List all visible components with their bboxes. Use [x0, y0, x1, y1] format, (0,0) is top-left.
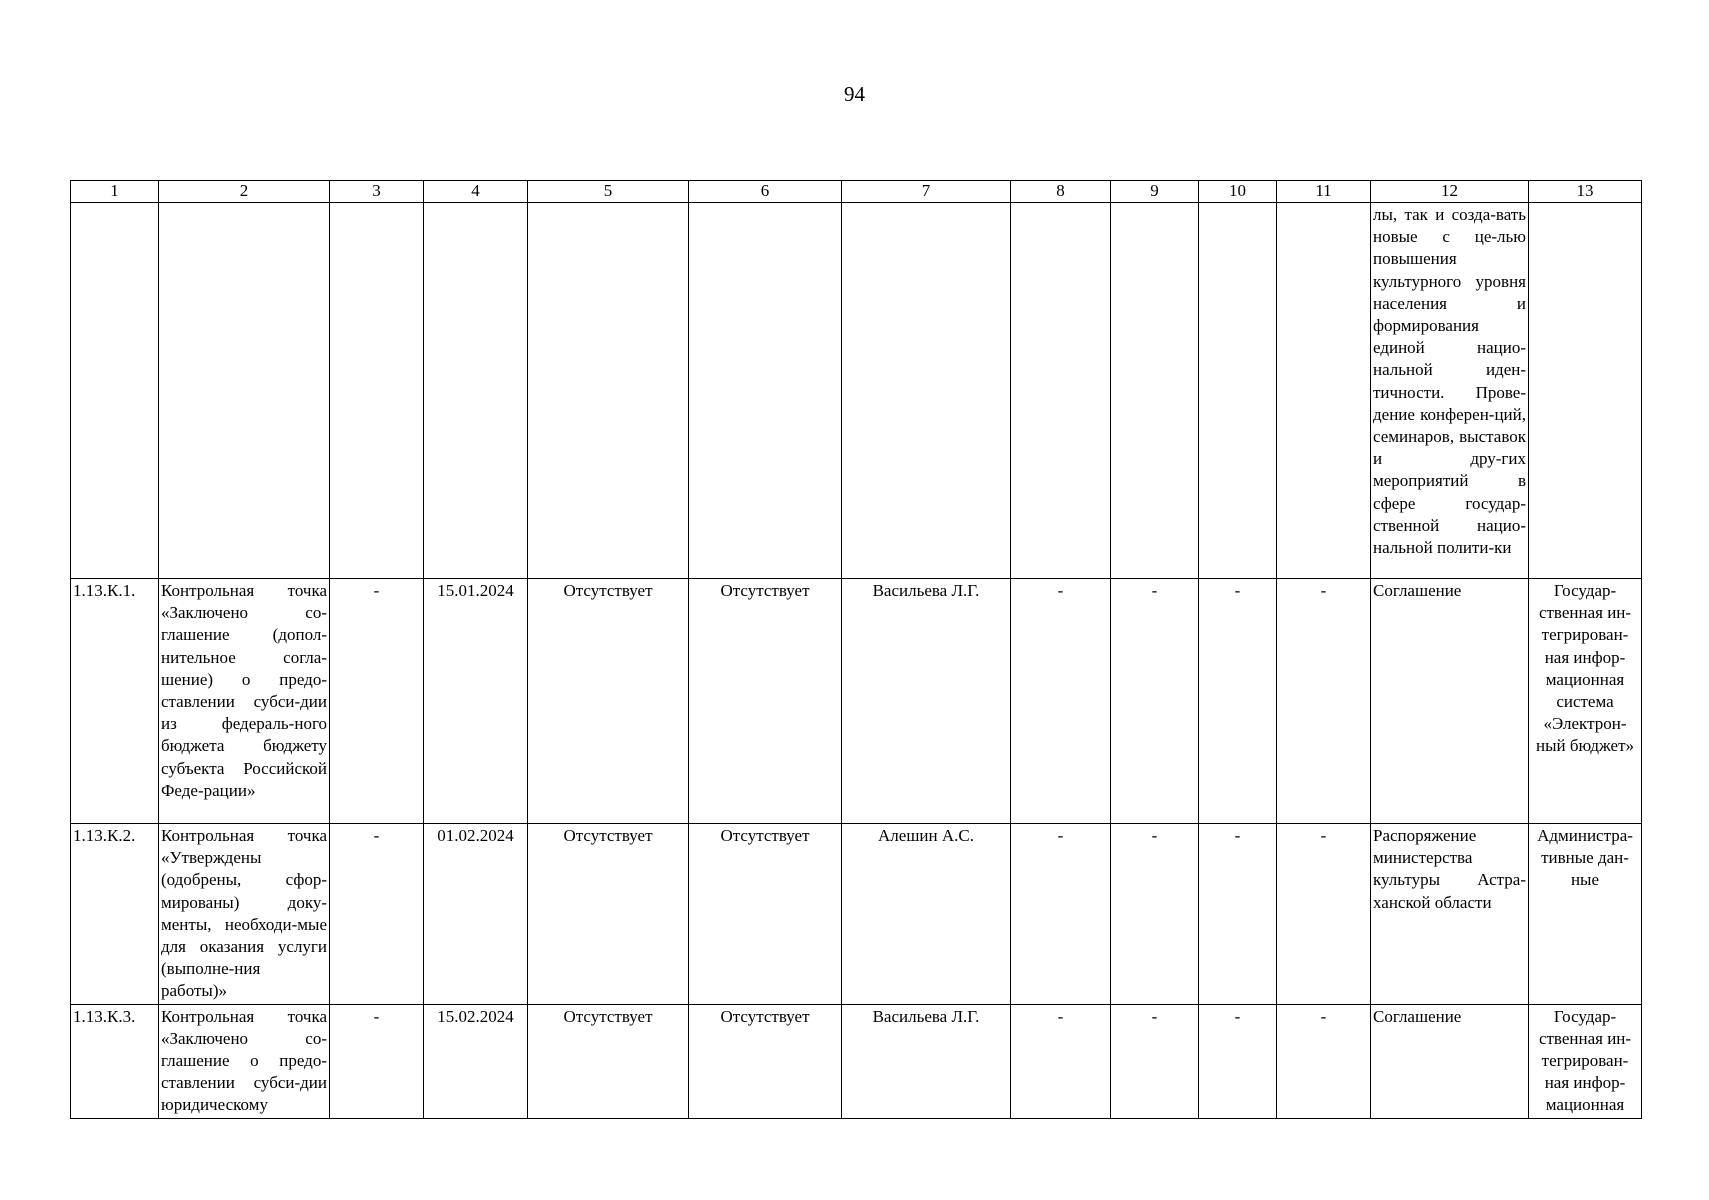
responsible-cell: Васильева Л.Г. [842, 579, 1011, 824]
column-header: 11 [1277, 181, 1371, 203]
empty-cell [689, 203, 842, 579]
control-point-name: Контрольная точка «Заключено со-глашение о предо-ставлении субси-дии юридическому [159, 1004, 330, 1118]
column-header: 13 [1529, 181, 1642, 203]
date-cell: 01.02.2024 [424, 824, 528, 1005]
table-row [71, 579, 1642, 824]
empty-cell [71, 203, 159, 579]
column-header: 5 [528, 181, 689, 203]
empty-cell [1111, 203, 1199, 579]
cell-col6: Отсутствует [689, 1004, 842, 1118]
cell-col6: Отсутствует [689, 824, 842, 1005]
column-header: 4 [424, 181, 528, 203]
cell-col10: - [1199, 824, 1277, 1005]
page-number: 94 [844, 82, 865, 106]
empty-cell [1277, 203, 1371, 579]
cell-col10: - [1199, 579, 1277, 824]
document-type-cell: Соглашение [1371, 579, 1529, 824]
column-header: 3 [330, 181, 424, 203]
empty-cell [330, 203, 424, 579]
empty-cell [842, 203, 1011, 579]
empty-cell [159, 203, 330, 579]
cell-col9: - [1111, 824, 1199, 1005]
table-row [71, 824, 1642, 1005]
row-number: 1.13.К.2. [71, 824, 159, 1005]
cell-col8: - [1011, 1004, 1111, 1118]
information-source-cell: Государ-ственная ин-тегрирован-ная инфор-мационная [1529, 1004, 1642, 1118]
cell-col11: - [1277, 1004, 1371, 1118]
document-type-cell: Распоряжение министерства культуры Астра-ханской области [1371, 824, 1529, 1005]
control-point-name: Контрольная точка «Утверждены (одобрены, сфор-мированы) доку-менты, необходи-мые для оказания услуги (выполне-ния работы)» [159, 824, 330, 1005]
cell-col3: - [330, 824, 424, 1005]
column-header: 6 [689, 181, 842, 203]
column-header: 1 [71, 181, 159, 203]
column-header: 7 [842, 181, 1011, 203]
continuation-row [71, 203, 1642, 579]
column-header: 10 [1199, 181, 1277, 203]
row-number: 1.13.К.3. [71, 1004, 159, 1118]
empty-cell [1529, 203, 1642, 579]
cell-col3: - [330, 579, 424, 824]
document-type-cell: Соглашение [1371, 1004, 1529, 1118]
table-row [71, 1004, 1642, 1118]
cell-col11: - [1277, 579, 1371, 824]
information-source-cell: Государ-ственная ин-тегрирован-ная инфор-мационная система «Электрон-ный бюджет» [1529, 579, 1642, 824]
continuation-text-cell: лы, так и созда-вать новые с це-лью повышения культурного уровня населения и формирования единой нацио-нальной иден-тичности. Прове-дение конферен-ций, семинаров, выставок и дру-гих мероприятий в сфере государ-ственной нацио-нальной полити-ки [1371, 203, 1529, 579]
cell-col5: Отсутствует [528, 824, 689, 1005]
date-cell: 15.01.2024 [424, 579, 528, 824]
information-source-cell: Администра-тивные дан-ные [1529, 824, 1642, 1005]
row-number: 1.13.К.1. [71, 579, 159, 824]
cell-col10: - [1199, 1004, 1277, 1118]
responsible-cell: Алешин А.С. [842, 824, 1011, 1005]
schedule-table [70, 180, 1642, 1119]
empty-cell [1199, 203, 1277, 579]
cell-col5: Отсутствует [528, 579, 689, 824]
empty-cell [528, 203, 689, 579]
control-point-name: Контрольная точка «Заключено со-глашение (допол-нительное согла-шение) о предо-ставлении субси-дии из федераль-ного бюджета бюджету субъекта Российской Феде-рации» [159, 579, 330, 824]
cell-col3: - [330, 1004, 424, 1118]
empty-cell [424, 203, 528, 579]
cell-col11: - [1277, 824, 1371, 1005]
cell-col6: Отсутствует [689, 579, 842, 824]
column-header: 2 [159, 181, 330, 203]
empty-cell [1011, 203, 1111, 579]
cell-col5: Отсутствует [528, 1004, 689, 1118]
column-header: 12 [1371, 181, 1529, 203]
cell-col9: - [1111, 1004, 1199, 1118]
column-header: 8 [1011, 181, 1111, 203]
header-row [71, 181, 1642, 203]
column-header: 9 [1111, 181, 1199, 203]
cell-col9: - [1111, 579, 1199, 824]
date-cell: 15.02.2024 [424, 1004, 528, 1118]
responsible-cell: Васильева Л.Г. [842, 1004, 1011, 1118]
cell-col8: - [1011, 824, 1111, 1005]
cell-col8: - [1011, 579, 1111, 824]
